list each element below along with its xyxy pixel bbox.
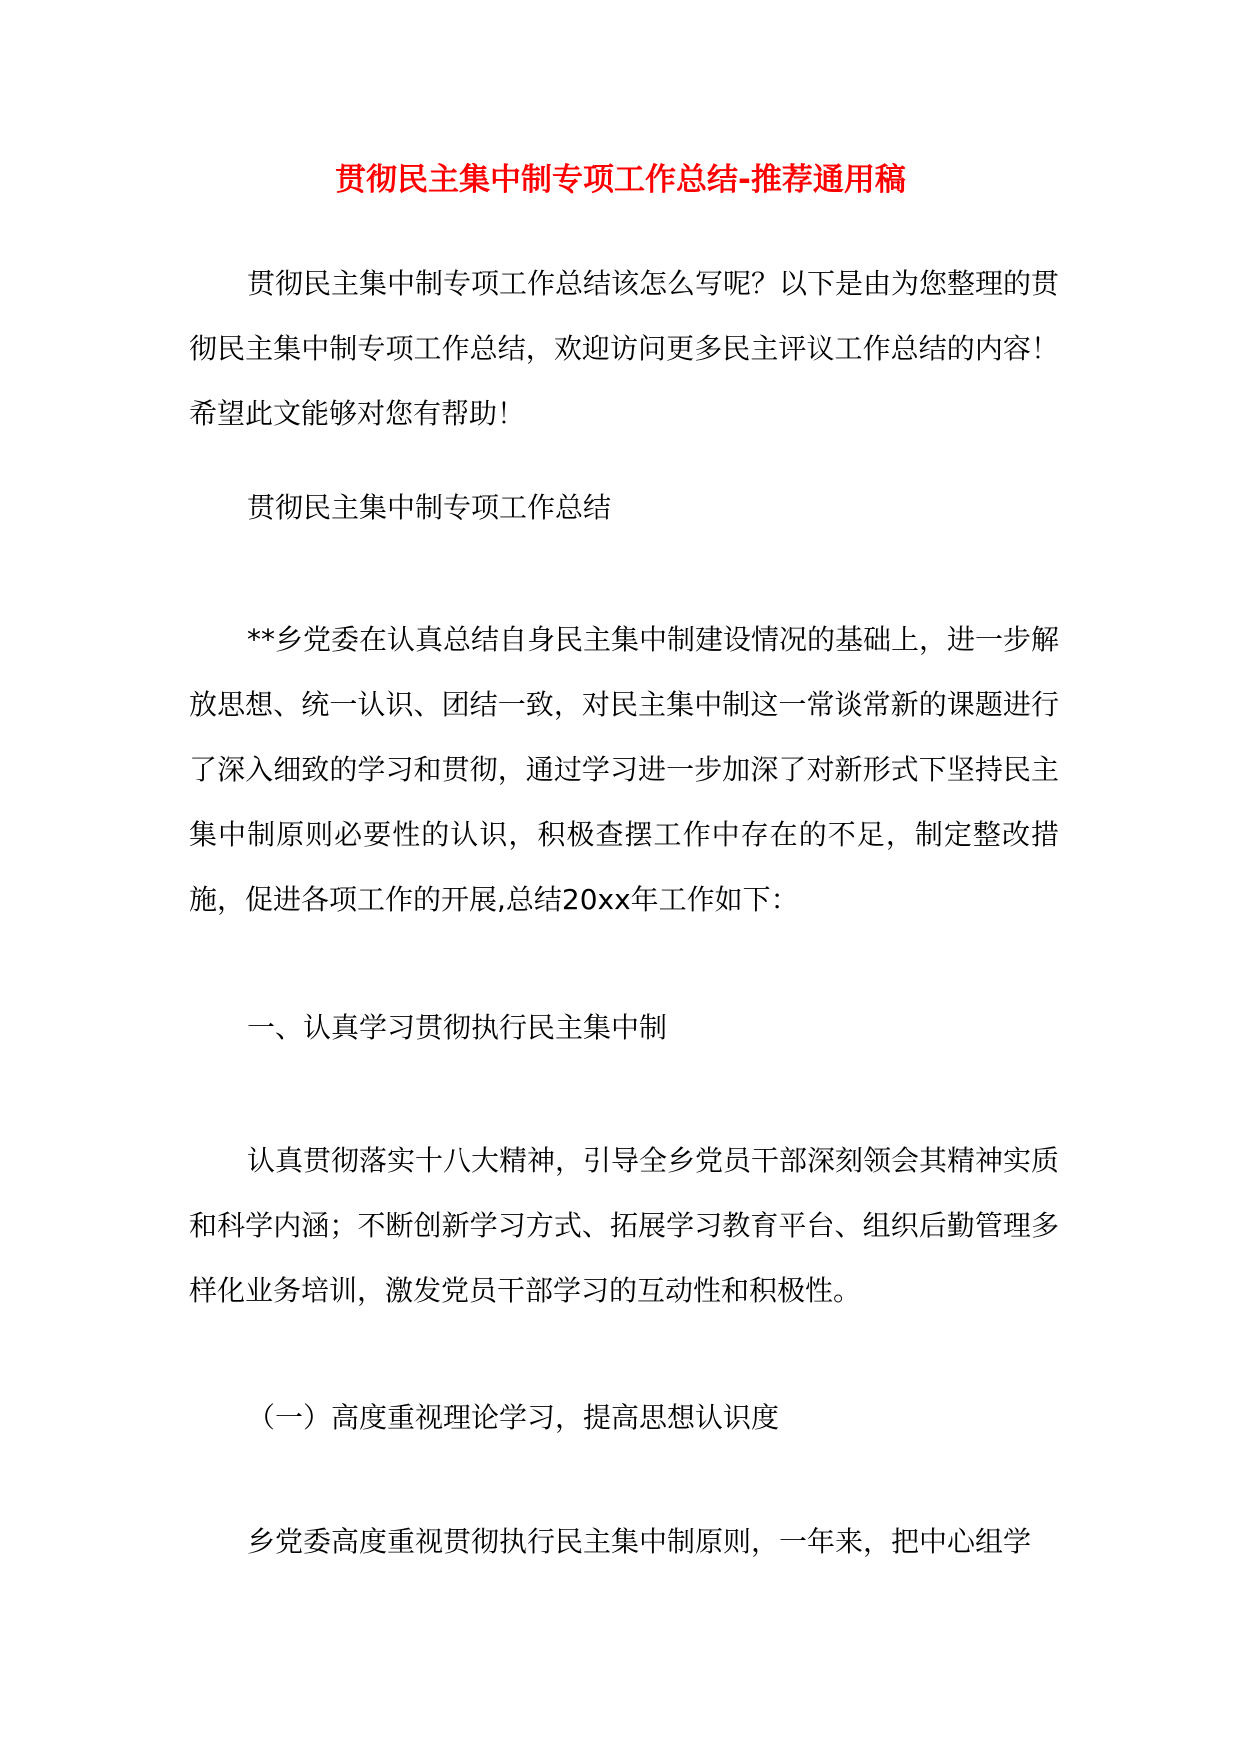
subtitle: 贯彻民主集中制专项工作总结 [247,491,612,524]
section-heading-1: 一、认真学习贯彻执行民主集中制 [247,1011,668,1044]
body-paragraph-2: 认真贯彻落实十八大精神，引导全乡党员干部深刻领会其精神实质和科学内涵；不断创新学习方式、拓展学习教育平台、组织后勤管理多样化业务培训，激发党员干部学习的互动性和积极性。 [189,1144,1060,1307]
document-title: 贯彻民主集中制专项工作总结-推荐通用稿 [335,162,906,198]
body-paragraph-1: **乡党委在认真总结自身民主集中制建设情况的基础上，进一步解放思想、统一认识、团结一致，对民主集中制这一常谈常新的课题进行了深入细致的学习和贯彻，通过学习进一步加深了对新形式下坚持民主集中制原则必要性的认识，积极查摆工作中存在的不足，制定整改措施，促进各项工作的开展,总结20xx年工作如下： [189,623,1060,916]
body-paragraph-3: 乡党委高度重视贯彻执行民主集中制原则，一年来，把中心组学 [247,1525,1032,1558]
subsection-heading-1: （一）高度重视理论学习，提高思想认识度 [247,1401,780,1434]
intro-paragraph: 贯彻民主集中制专项工作总结该怎么写呢？以下是由为您整理的贯彻民主集中制专项工作总结，欢迎访问更多民主评议工作总结的内容！希望此文能够对您有帮助！ [189,267,1060,430]
